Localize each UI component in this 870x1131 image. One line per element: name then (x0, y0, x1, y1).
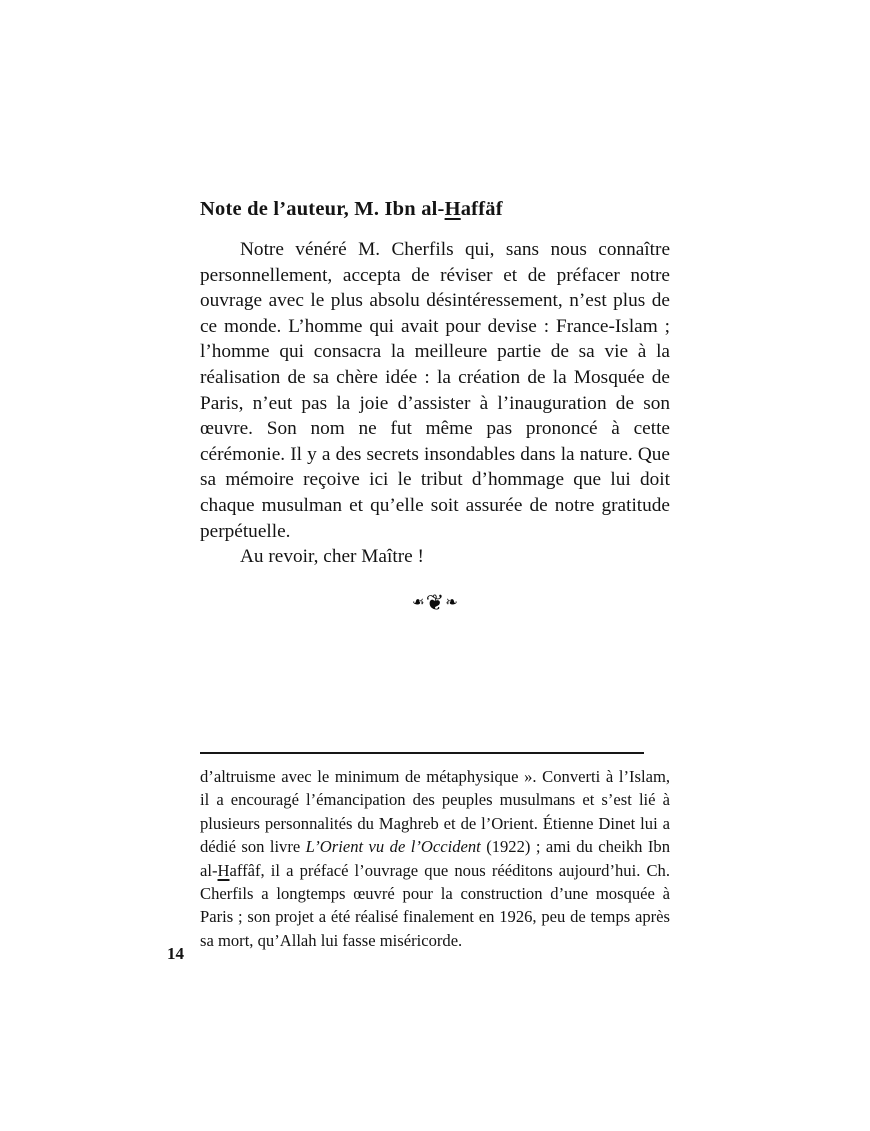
fleuron-right-icon: ❧ (445, 595, 458, 612)
text-segment: H (444, 197, 461, 220)
footnote-block (200, 752, 670, 952)
fleuron-center-icon: ❦ (425, 590, 445, 616)
text-segment: L’Orient vu de l’Occident (305, 837, 481, 857)
text-segment: H (217, 860, 230, 880)
text-segment: affäf (460, 197, 503, 220)
text-segment: affâf, il a préfacé l’ouvrage que nous rééditons aujourd’hui. Ch. Cherfils a longtemps œuvré pour la construction d’une mosquée à Paris ; son projet a été réalisé finalement en 1926, peu de temps après sa mort, qu’Allah lui fasse miséricorde. (200, 860, 670, 950)
note-closing-line: Au revoir, cher Maître ! (240, 546, 424, 568)
text-segment: (1922) ; ami du cheikh Ibn al- (200, 837, 670, 880)
page-title (200, 198, 670, 221)
page-number: 14 (167, 944, 184, 963)
fleuron-ornament (200, 588, 670, 618)
footnote-text (200, 765, 670, 952)
author-note-body (200, 237, 670, 570)
note-paragraph: Notre vénéré M. Cherfils qui, sans nous connaître personnellement, accepta de réviser et de préfacer notre ouvrage avec le plus absolu désintéressement, n’est plus de ce monde. L’homme qui avait pour devise : France-Islam ; l’homme qui consacra la meilleure partie de sa vie à la réalisation de sa chère idée : la création de la Mosquée de Paris, n’eut pas la joie d’assister à l’inauguration de son œuvre. Son nom ne fut même pas prononcé à cette cérémonie. Il y a des secrets insondables dans la nature. Que sa mémoire reçoive ici le tribut d’hommage que lui doit chaque musulman et qu’elle soit assurée de notre gratitude perpétuelle. (200, 239, 670, 542)
footnote-separator-rule (200, 752, 644, 754)
text-segment: Note de l’auteur, M. Ibn al- (200, 197, 445, 220)
fleuron-left-icon: ❧ (412, 595, 425, 612)
text-segment: d’altruisme avec le minimum de métaphysique ». Converti à l’Islam, il a encouragé l’émancipation des peuples musulmans et s’est lié à plusieurs personnalités du Maghreb et de l’Orient. Étienne Dinet lui a dédié son livre (200, 767, 670, 857)
